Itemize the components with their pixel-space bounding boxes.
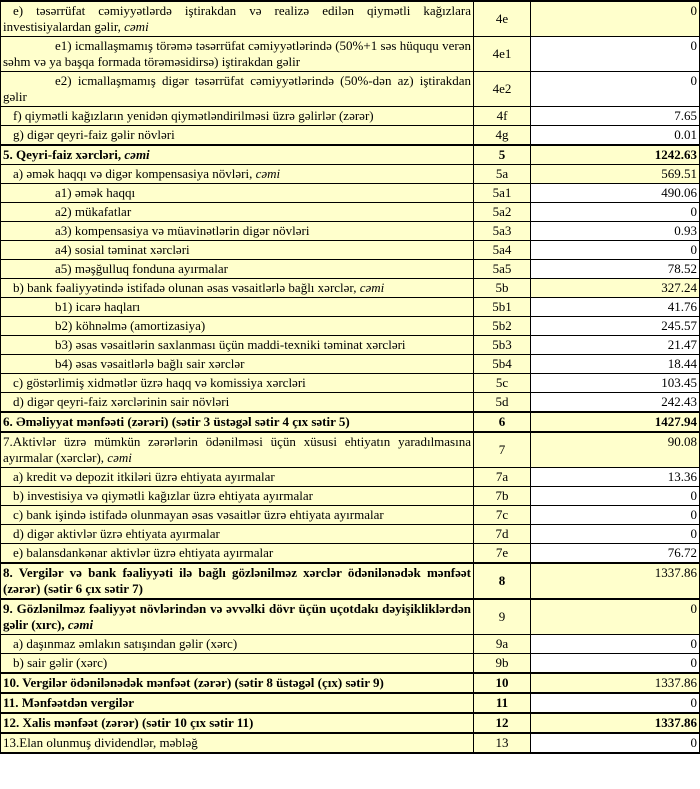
table-row-7 [1,432,700,468]
row-label [1,279,474,298]
label-text: a5) məşğulluq fonduna ayırmalar [55,261,228,276]
row-label [1,165,474,184]
table-row-4f [1,107,700,126]
row-value: 1242.63 [531,145,700,165]
row-value: 103.45 [531,374,700,393]
row-value: 1337.86 [531,563,700,599]
table-row-5b3 [1,336,700,355]
row-label [1,126,474,146]
table-row-7d [1,525,700,544]
row-value: 0 [531,599,700,635]
label-text: 5. Qeyri-faiz xərcləri, [3,147,125,162]
label-text: a) əmək haqqı və digər kompensasiya növləri, [13,166,256,181]
row-value: 0 [531,693,700,713]
row-code: 5b1 [474,298,531,317]
label-text: 10. Vergilər ödənilənədək mənfəət (zərər) (sətir 8 üstəgəl (çıx) sətir 9) [3,675,384,690]
row-label [1,260,474,279]
table-row-7c [1,506,700,525]
row-label [1,355,474,374]
row-label [1,733,474,753]
row-value: 0 [531,733,700,753]
table-row-10 [1,673,700,693]
table-row-9 [1,599,700,635]
row-code: 6 [474,412,531,432]
label-text: 6. Əməliyyat mənfəəti (zərəri) (sətir 3 üstəgəl sətir 4 çıx sətir 5) [3,414,350,429]
label-text: a3) kompensasiya və müavinətlərin digər növləri [55,223,310,238]
row-label [1,298,474,317]
label-text: a) daşınmaz əmlakın satışından gəlir (xərc) [13,636,238,651]
row-label [1,432,474,468]
row-value: 0 [531,487,700,506]
row-value: 245.57 [531,317,700,336]
row-value: 327.24 [531,279,700,298]
table-row-5c [1,374,700,393]
row-code: 4f [474,107,531,126]
row-label [1,525,474,544]
row-value: 1427.94 [531,412,700,432]
row-code: 5b2 [474,317,531,336]
table-row-5a1 [1,184,700,203]
label-text: 12. Xalis mənfəət (zərər) (sətir 10 çıx sətir 11) [3,715,254,730]
row-code: 9 [474,599,531,635]
label-text: 8. Vergilər və bank fəaliyyəti ilə bağlı gözlənilməz xərclər ödənilənədək mənfəət (zərər) (sətir 6 çıx sətir 7) [3,565,471,596]
row-code: 7a [474,468,531,487]
label-text: a2) mükafatlar [55,204,132,219]
row-value: 242.43 [531,393,700,413]
label-text: 11. Mənfəətdən vergilər [3,695,135,710]
label-text: c) bank işində istifadə olunmayan əsas vəsaitlər üzrə ehtiyata ayırmalar [13,507,384,522]
label-text: d) digər aktivlər üzrə ehtiyata ayırmalar [13,526,220,541]
table-row-9b [1,654,700,674]
row-code: 5a5 [474,260,531,279]
row-label [1,635,474,654]
row-label [1,673,474,693]
row-code: 4e2 [474,72,531,107]
table-row-11 [1,693,700,713]
row-value: 90.08 [531,432,700,468]
table-row-5d [1,393,700,413]
table-row-12 [1,713,700,733]
table-row-4g [1,126,700,146]
label-text: g) digər qeyri-faiz gəlir növləri [13,127,175,142]
row-label [1,336,474,355]
row-code: 5c [474,374,531,393]
row-label [1,506,474,525]
row-code: 5b3 [474,336,531,355]
row-code: 7 [474,432,531,468]
label-text: f) qiymətli kağızların yenidən qiymətləndirilməsi üzrə gəlirlər (zərər) [13,108,374,123]
table-row-8 [1,563,700,599]
row-value: 0 [531,203,700,222]
label-text: c) göstərlimiş xidmətlər üzrə haqq və komissiya xərcləri [13,375,306,390]
table-row-5a2 [1,203,700,222]
label-text: d) digər qeyri-faiz xərclərinin sair növləri [13,394,230,409]
label-text: e2) icmallaşmamış digər təsərrüfat cəmiyyətlərində (50%-dən az) iştirakdan gəlir [3,73,471,104]
row-code: 4g [474,126,531,146]
label-text: e) təsərrüfat cəmiyyətlərdə iştirakdan və realizə edilən qiymətli kağızlara investisiyalardan gəlir, [3,3,471,34]
row-value: 0 [531,37,700,72]
row-label [1,72,474,107]
table-row-5b2 [1,317,700,336]
row-code: 13 [474,733,531,753]
label-text: b2) köhnəlmə (amortizasiya) [55,318,206,333]
row-value: 0 [531,525,700,544]
row-value: 0 [531,654,700,674]
row-value: 490.06 [531,184,700,203]
row-label [1,374,474,393]
label-text: b3) əsas vəsaitlərin saxlanması üçün maddi-texniki təminat xərcləri [55,337,406,352]
label-text: b) investisiya və qiymətli kağızlar üzrə ehtiyata ayırmalar [13,488,313,503]
table-row-5a3 [1,222,700,241]
row-label [1,693,474,713]
row-value: 0 [531,241,700,260]
table-row-4e [1,1,700,37]
table-row-5b1 [1,298,700,317]
table-row-5 [1,145,700,165]
table-row-5b4 [1,355,700,374]
row-code: 7e [474,544,531,564]
table-row-5a5 [1,260,700,279]
row-label [1,184,474,203]
row-value: 7.65 [531,107,700,126]
row-label [1,563,474,599]
row-value: 0 [531,1,700,37]
row-value: 0.01 [531,126,700,146]
row-code: 5a2 [474,203,531,222]
row-label [1,654,474,674]
label-text: b1) icarə haqları [55,299,141,314]
table-row-13 [1,733,700,753]
row-code: 5a [474,165,531,184]
row-label [1,713,474,733]
row-code: 5b [474,279,531,298]
label-text: b4) əsas vəsaitlərlə bağlı sair xərclər [55,356,245,371]
row-value: 0 [531,635,700,654]
row-code: 5d [474,393,531,413]
row-value: 0 [531,72,700,107]
row-code: 4e1 [474,37,531,72]
label-italic-suffix: cəmi [107,450,132,465]
row-label [1,203,474,222]
table-row-9a [1,635,700,654]
row-value: 18.44 [531,355,700,374]
row-code: 7b [474,487,531,506]
label-text: a) kredit və depozit itkiləri üzrə ehtiyata ayırmalar [13,469,275,484]
table-row-5a [1,165,700,184]
label-text: 13.Elan olunmuş dividendlər, məbləğ [3,735,198,750]
row-label [1,222,474,241]
row-value: 41.76 [531,298,700,317]
row-value: 1337.86 [531,673,700,693]
row-code: 9b [474,654,531,674]
row-code: 10 [474,673,531,693]
label-text: a4) sosial təminat xərcləri [55,242,190,257]
label-text: 9. Gözlənilməz fəaliyyət növlərindən və əvvəlki dövr üçün uçotdakı dəyişikliklərdən gəlir (xırc), [3,601,471,632]
row-label [1,241,474,260]
row-label [1,468,474,487]
label-italic-suffix: cəmi [124,147,150,162]
report-rows [1,1,700,753]
row-code: 12 [474,713,531,733]
label-text: 7.Aktivlər üzrə mümkün zərərlərin ödənilməsi üçün xüsusi ehtiyatın yaradılmasına ayırmalar (xərclər), [3,434,471,465]
row-code: 5 [474,145,531,165]
table-row-4e1 [1,37,700,72]
row-value: 13.36 [531,468,700,487]
label-text: e) balansdankənar aktivlər üzrə ehtiyata ayırmalar [13,545,274,560]
table-row-7e [1,544,700,564]
row-label [1,317,474,336]
row-value: 78.52 [531,260,700,279]
row-label [1,1,474,37]
row-label [1,145,474,165]
table-row-4e2 [1,72,700,107]
row-label [1,487,474,506]
row-code: 7c [474,506,531,525]
row-code: 5b4 [474,355,531,374]
row-label [1,412,474,432]
row-code: 5a3 [474,222,531,241]
label-italic-suffix: cəmi [255,166,281,181]
label-text: e1) icmallaşmamış törəmə təsərrüfat cəmiyyətlərində (50%+1 səs hüququ verən səhm və ya başqa formada törəməsidirsə) iştirakdan gəlir [3,38,471,69]
label-text: b) bank fəaliyyətində istifadə olunan əsas vəsaitlərlə bağlı xərclər, [13,280,360,295]
row-code: 11 [474,693,531,713]
row-label [1,393,474,413]
row-label [1,37,474,72]
row-value: 21.47 [531,336,700,355]
row-label [1,544,474,564]
row-code: 8 [474,563,531,599]
table-row-6 [1,412,700,432]
row-value: 569.51 [531,165,700,184]
row-code: 4e [474,1,531,37]
row-value: 0 [531,506,700,525]
table-row-7b [1,487,700,506]
label-italic-suffix: cəmi [124,19,149,34]
row-code: 9a [474,635,531,654]
label-text: b) sair gəlir (xərc) [13,655,108,670]
row-code: 5a1 [474,184,531,203]
row-code: 5a4 [474,241,531,260]
table-row-5a4 [1,241,700,260]
row-value: 76.72 [531,544,700,564]
row-label [1,599,474,635]
table-row-7a [1,468,700,487]
table-row-5b [1,279,700,298]
row-code: 7d [474,525,531,544]
label-italic-suffix: cəmi [359,280,385,295]
row-label [1,107,474,126]
label-italic-suffix: cəmi [67,617,94,632]
row-value: 0.93 [531,222,700,241]
label-text: a1) əmək haqqı [55,185,136,200]
row-value: 1337.86 [531,713,700,733]
